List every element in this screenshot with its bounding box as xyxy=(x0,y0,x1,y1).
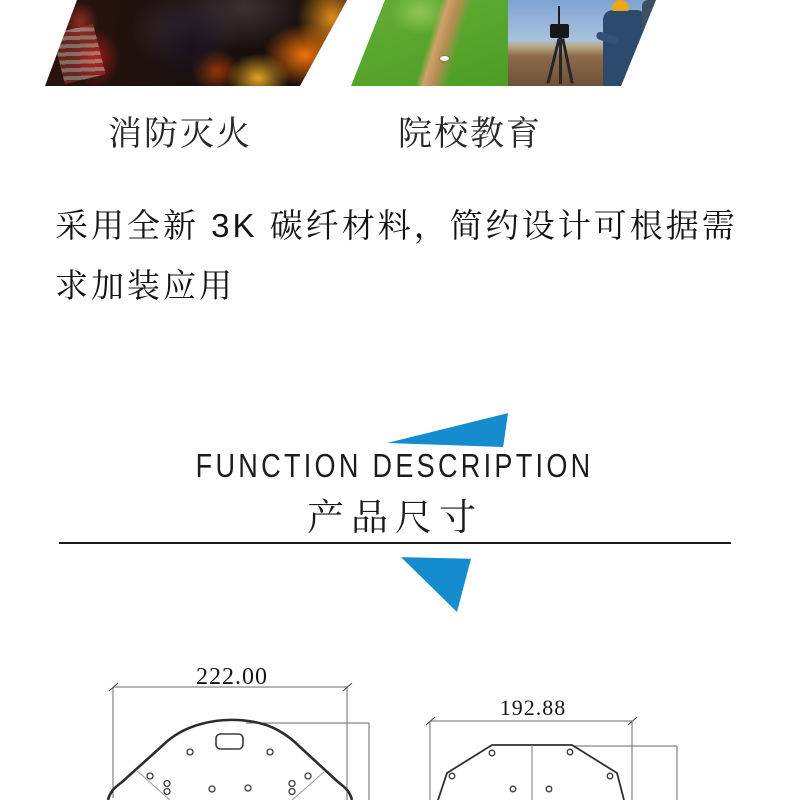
drone-dot-detail xyxy=(440,56,449,61)
section-title-chinese: 产品尺寸 xyxy=(307,497,483,538)
firefighter-silhouette xyxy=(130,0,250,86)
product-description-text: 采用全新 3K 碳纤材料，简约设计可根据需求加装应用 xyxy=(55,207,738,304)
caption-education: 院校教育 xyxy=(398,115,542,153)
caption-firefighting: 消防灭火 xyxy=(108,115,252,153)
left-plate-holes xyxy=(147,749,311,795)
left-plate-drawing xyxy=(108,664,369,800)
survey-antenna xyxy=(558,6,560,25)
left-plate-slot xyxy=(216,734,243,749)
left-plate-outline xyxy=(108,720,352,800)
section-title-english-text: FUNCTION DESCRIPTION xyxy=(196,447,594,484)
field-path-detail xyxy=(412,0,474,105)
dimension-drawings xyxy=(0,640,790,800)
section-title-english xyxy=(0,447,790,485)
flag-stripes-detail xyxy=(52,24,105,85)
survey-instrument xyxy=(550,24,569,38)
blue-triangle-top-decoration xyxy=(387,411,508,447)
section-divider-line xyxy=(59,542,731,544)
hard-hat xyxy=(612,0,629,11)
right-width-dimension-label: 192.88 xyxy=(499,695,567,720)
tripod-leg xyxy=(561,38,573,84)
hero-photo-strip xyxy=(0,0,790,86)
right-plate-drawing xyxy=(426,695,677,800)
tripod-leg xyxy=(559,38,562,84)
blue-triangle-bottom-decoration xyxy=(401,556,471,612)
worker-silhouette xyxy=(603,10,645,86)
second-worker-silhouette xyxy=(642,0,658,50)
left-width-dimension-label: 222.00 xyxy=(196,664,268,690)
right-plate-outline xyxy=(438,745,624,800)
